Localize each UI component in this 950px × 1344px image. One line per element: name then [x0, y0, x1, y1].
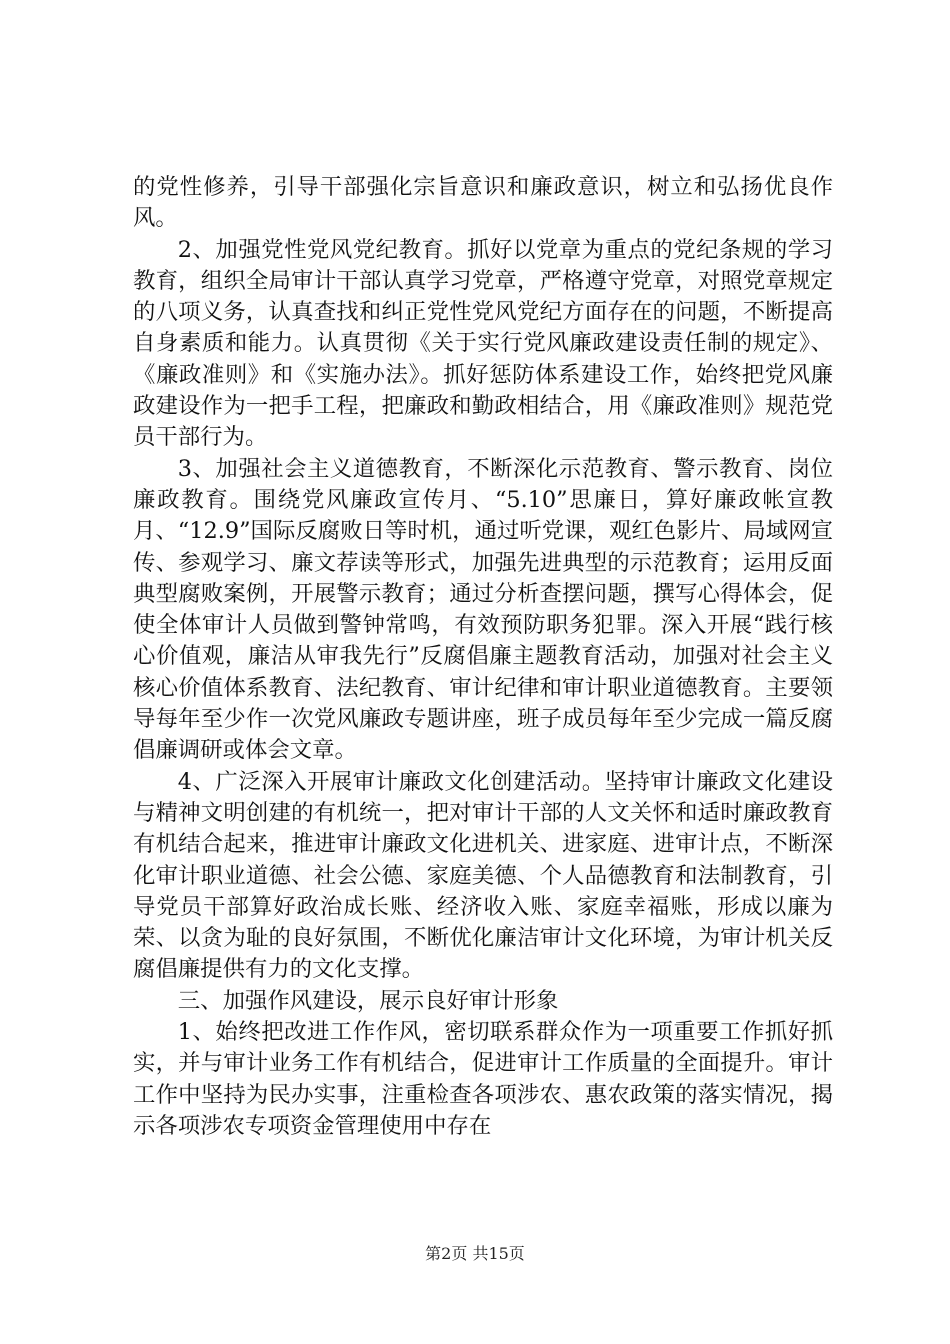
paragraph-integrity-culture: 4、广泛深入开展审计廉政文化创建活动。坚持审计廉政文化建设与精神文明创建的有机统一，把对审计干部的人文关怀和适时廉政教育有机结合起来，推进审计廉政文化进机关、进家庭、进审计点，不断深化审计职业道德、社会公德、家庭美德、个人品德教育和法制教育，引导党员干部算好政治成长账、经济收入账、家庭幸福账，形成以廉为荣、以贪为耻的良好氛围，不断优化廉洁审计文化环境，为审计机关反腐倡廉提供有力的文化支撑。 — [133, 768, 833, 983]
paragraph-moral-education: 3、加强社会主义道德教育，不断深化示范教育、警示教育、岗位廉政教育。围绕党风廉政宣传月、“5.10”思廉日，算好廉政帐宣教月、“12.9”国际反腐败日等时机，通过听党课，观红色影片、局域网宣传、参观学习、廉文荐读等形式，加强先进典型的示范教育；运用反面典型腐败案例，开展警示教育；通过分析查摆问题，撰写心得体会，促使全体审计人员做到警钟常鸣，有效预防职务犯罪。深入开展“践行核心价值观，廉洁从审我先行”反腐倡廉主题教育活动，加强对社会主义核心价值体系教育、法纪教育、审计纪律和审计职业道德教育。主要领导每年至少作一次党风廉政专题讲座，班子成员每年至少完成一篇反腐倡廉调研或体会文章。 — [133, 455, 833, 764]
page-number-footer: 第2页 共15页 — [425, 1244, 525, 1263]
paragraph-party-discipline-education: 2、加强党性党风党纪教育。抓好以党章为重点的党纪条规的学习教育，组织全局审计干部认真学习党章，严格遵守党章，对照党章规定的八项义务，认真查找和纠正党性党风党纪方面存在的问题，不断提高自身素质和能力。认真贯彻《关于实行党风廉政建设责任制的规定》、《廉政准则》和《实施办法》。抓好惩防体系建设工作，始终把党风廉政建设作为一把手工程，把廉政和勤政相结合，用《廉政准则》规范党员干部行为。 — [133, 236, 833, 451]
section-heading-work-style: 三、加强作风建设，展示良好审计形象 — [177, 987, 559, 1014]
paragraph-continuation: 的党性修养，引导干部强化宗旨意识和廉政意识，树立和弘扬优良作风。 — [133, 174, 833, 232]
document-body — [133, 172, 833, 1142]
paragraph-improve-work-style: 1、始终把改进工作作风，密切联系群众作为一项重要工作抓好抓实，并与审计业务工作有机结合，促进审计工作质量的全面提升。审计工作中坚持为民办实事，注重检查各项涉农、惠农政策的落实情况，揭示各项涉农专项资金管理使用中存在 — [133, 1019, 833, 1139]
